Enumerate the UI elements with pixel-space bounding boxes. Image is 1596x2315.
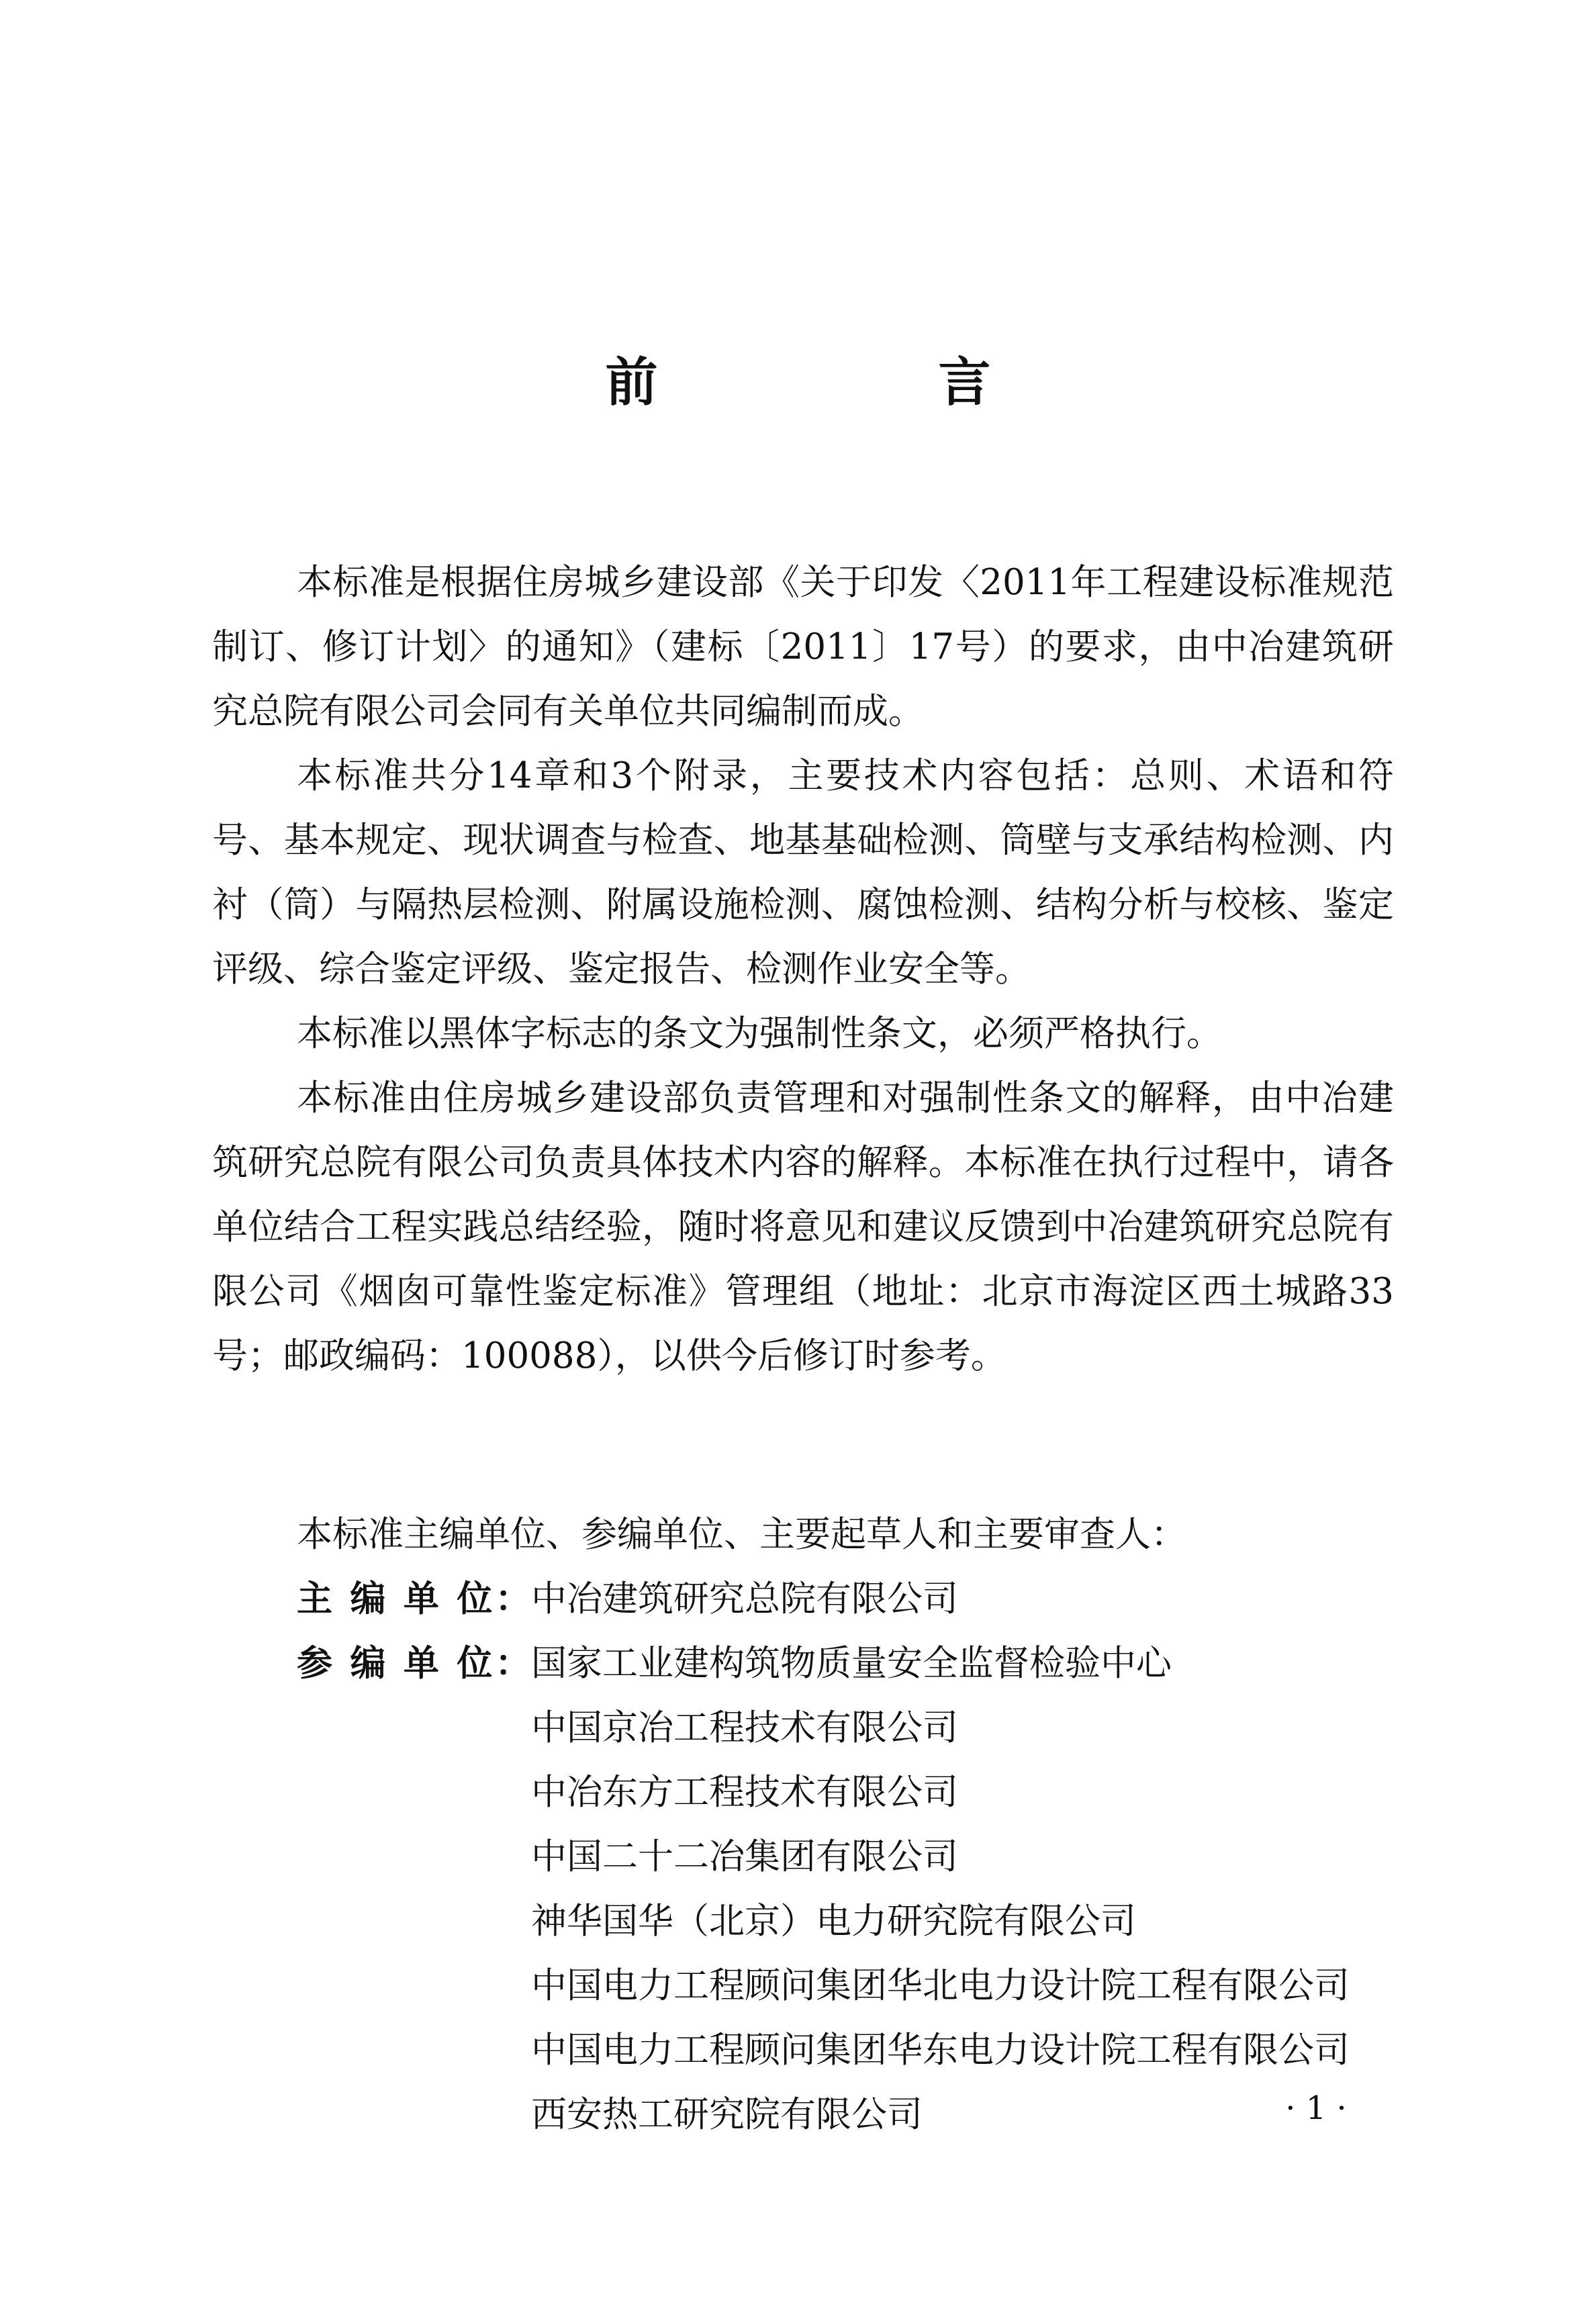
chief-editor-row [212,1567,1407,1632]
participant-unit: 中国京冶工程技术有限公司 [531,1707,958,1748]
participants-list [531,1632,1407,2147]
chief-editor-unit: 中冶建筑研究总院有限公司 [531,1578,958,1619]
participant-unit: 西安热工研究院有限公司 [531,2094,923,2135]
participant-unit: 神华国华（北京）电力研究院有限公司 [531,1901,1136,1942]
participant-unit: 中国电力工程顾问集团华东电力设计院工程有限公司 [531,2030,1350,2071]
participants-row [212,1632,1407,2147]
preface-paragraph: 本标准共分14章和3个附录，主要技术内容包括：总则、术语和符号、基本规定、现状调查与检查、地基基础检测、筒壁与支承结构检测、内衬（筒）与隔热层检测、附属设施检测、腐蚀检测、结构分析与校核、鉴定评级、综合鉴定评级、鉴定报告、检测作业安全等。 [212,755,1394,990]
preface-paragraph: 本标准是根据住房城乡建设部《关于印发〈2011年工程建设标准规范制订、修订计划〉的通知》（建标〔2011〕17号）的要求，由中冶建筑研究总院有限公司会同有关单位共同编制而成。 [212,562,1394,732]
preface-paragraph: 本标准以黑体字标志的条文为强制性条文，必须严格执行。 [297,1013,1222,1054]
contributors-intro: 本标准主编单位、参编单位、主要起草人和主要审查人： [297,1514,1186,1555]
preface-paragraph: 本标准由住房城乡建设部负责管理和对强制性条文的解释，由中冶建筑研究总院有限公司负责具体技术内容的解释。本标准在执行过程中，请各单位结合工程实践总结经验，随时将意见和建议反馈到中冶建筑研究总院有限公司《烟囱可靠性鉴定标准》管理组（地址：北京市海淀区西土城路33号；邮政编码：100088），以供今后修订时参考。 [212,1078,1394,1376]
contributors-section [212,1503,1407,2147]
preface-body [212,551,1394,1388]
participants-label: 参 编 单 位： [297,1643,534,1684]
page-title: 前 言 [605,352,1105,413]
participant-unit: 中国电力工程顾问集团华北电力设计院工程有限公司 [531,1965,1350,2006]
chief-editor-label: 主 编 单 位： [297,1578,534,1619]
participant-unit: 国家工业建构筑物质量安全监督检验中心 [531,1643,1172,1684]
participant-unit: 中冶东方工程技术有限公司 [531,1772,958,1813]
page-number: · 1 · [1285,2089,1347,2127]
participant-unit: 中国二十二冶集团有限公司 [531,1836,958,1877]
chief-editor-values [531,1567,1407,1632]
